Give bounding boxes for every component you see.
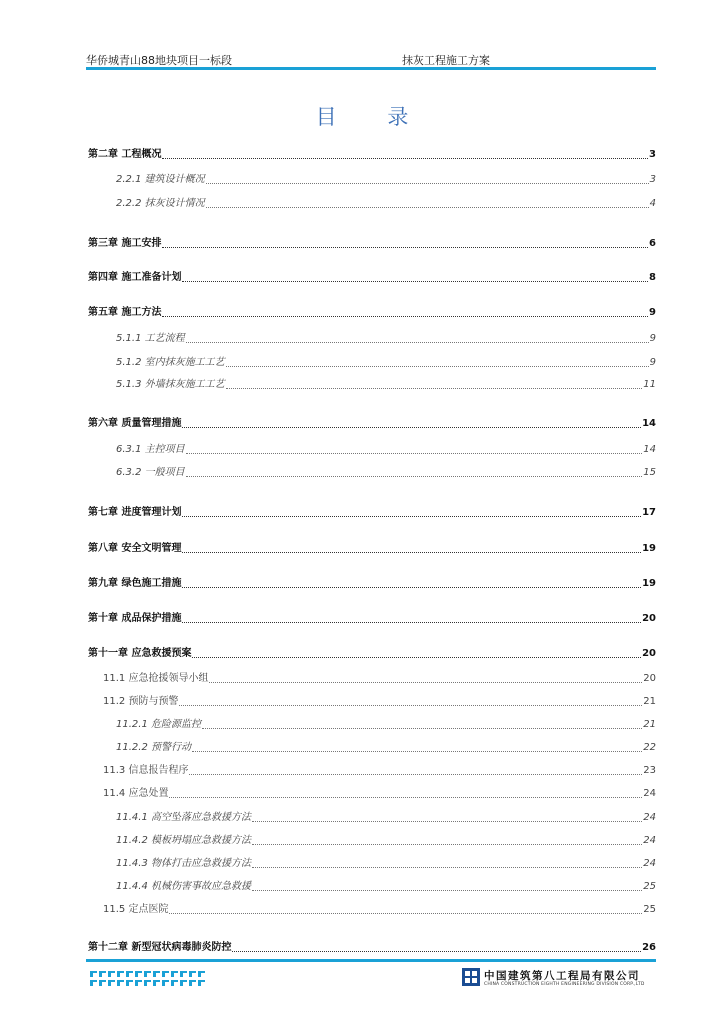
toc-entry-label: 第六章 质量管理措施 — [88, 418, 182, 429]
toc-leader-dots — [169, 796, 642, 798]
toc-entry[interactable] — [88, 940, 656, 954]
toc-entry-page: 9 — [649, 307, 656, 318]
toc-leader-dots — [162, 246, 648, 248]
pattern-glyph — [108, 971, 115, 977]
toc-entry-page: 23 — [643, 765, 656, 776]
toc-entry-page: 14 — [642, 418, 656, 429]
toc-entry[interactable] — [88, 442, 656, 456]
toc-entry-page: 14 — [643, 444, 656, 455]
company-logo-block — [462, 968, 658, 990]
toc-entry-page: 11 — [643, 379, 656, 390]
toc-entry-label: 11.4.1 高空坠落应急救援方法 — [116, 812, 251, 823]
toc-entry-page: 25 — [643, 881, 656, 892]
header-document: 抹灰工程施工方案 — [402, 54, 490, 67]
toc-leader-dots — [162, 157, 648, 159]
toc-entry-page: 25 — [643, 904, 656, 915]
toc-entry[interactable] — [88, 355, 656, 369]
footer-pattern-graphic — [90, 970, 208, 988]
toc-entry[interactable] — [88, 196, 656, 210]
toc-entry-label: 11.4.2 模板坍塌应急救援方法 — [116, 835, 251, 846]
toc-entry-label: 11.2.2 预警行动 — [116, 742, 191, 753]
company-name-cn: 中国建筑第八工程局有限公司 — [484, 970, 640, 982]
toc-entry[interactable] — [88, 416, 656, 430]
toc-entry[interactable] — [88, 541, 656, 555]
toc-entry[interactable] — [88, 786, 656, 800]
toc-leader-dots — [252, 889, 642, 891]
pattern-glyph — [117, 971, 124, 977]
toc-entry-page: 3 — [649, 149, 656, 160]
toc-entry-label: 6.3.1 主控项目 — [116, 444, 185, 455]
toc-entry-label: 5.1.2 室内抹灰施工工艺 — [116, 357, 225, 368]
toc-entry[interactable] — [88, 717, 656, 731]
pattern-glyph — [198, 971, 205, 977]
toc-entry-label: 第九章 绿色施工措施 — [88, 578, 182, 589]
toc-entry-label: 11.4.4 机械伤害事故应急救援 — [116, 881, 251, 892]
pattern-glyph — [189, 971, 196, 977]
pattern-glyph — [180, 980, 187, 986]
toc-entry-label: 第二章 工程概况 — [88, 149, 162, 160]
toc-entry-page: 24 — [643, 812, 656, 823]
toc-entry-label: 5.1.1 工艺流程 — [116, 333, 185, 344]
toc-leader-dots — [169, 912, 642, 914]
toc-leader-dots — [179, 704, 642, 706]
pattern-glyph — [126, 971, 133, 977]
toc-entry-label: 11.5 定点医院 — [103, 904, 169, 915]
toc-entry-page: 9 — [649, 357, 656, 368]
toc-leader-dots — [186, 341, 649, 343]
toc-entry-page: 20 — [642, 613, 656, 624]
pattern-glyph — [90, 971, 97, 977]
toc-entry[interactable] — [88, 611, 656, 625]
pattern-glyph — [99, 971, 106, 977]
toc-entry[interactable] — [88, 147, 656, 161]
toc-leader-dots — [202, 727, 642, 729]
toc-entry[interactable] — [88, 576, 656, 590]
toc-entry[interactable] — [88, 172, 656, 186]
pattern-glyph — [189, 980, 196, 986]
toc-entry[interactable] — [88, 270, 656, 284]
company-name-en: CHINA CONSTRUCTION EIGHTH ENGINEERING DIVISION CORP.,LTD — [484, 982, 645, 987]
pattern-glyph — [144, 971, 151, 977]
toc-entry-page: 24 — [643, 788, 656, 799]
toc-leader-dots — [232, 950, 641, 952]
pattern-glyph — [180, 971, 187, 977]
toc-entry-page: 4 — [649, 198, 656, 209]
company-logo-icon — [462, 968, 480, 986]
pattern-glyph — [117, 980, 124, 986]
toc-entry-label: 11.2.1 危险源监控 — [116, 719, 201, 730]
toc-entry-label: 第十一章 应急救援预案 — [88, 648, 192, 659]
toc-entry-page: 15 — [643, 467, 656, 478]
toc-entry-page: 6 — [649, 238, 656, 249]
toc-entry[interactable] — [88, 856, 656, 870]
toc-entry-page: 19 — [642, 543, 656, 554]
toc-leader-dots — [189, 773, 642, 775]
pattern-glyph — [126, 980, 133, 986]
toc-entry[interactable] — [88, 671, 656, 685]
pattern-glyph — [162, 980, 169, 986]
toc-entry-page: 24 — [643, 835, 656, 846]
toc-entry-label: 第四章 施工准备计划 — [88, 272, 182, 283]
pattern-glyph — [135, 971, 142, 977]
pattern-glyph — [90, 980, 97, 986]
header-rule — [86, 67, 656, 70]
toc-entry-label: 第五章 施工方法 — [88, 307, 162, 318]
toc-leader-dots — [182, 515, 641, 517]
toc-entry-label: 11.3 信息报告程序 — [103, 765, 189, 776]
toc-leader-dots — [182, 280, 648, 282]
toc-entry-label: 第十章 成品保护措施 — [88, 613, 182, 624]
footer-rule — [86, 959, 656, 962]
toc-leader-dots — [182, 621, 641, 623]
toc-entry-page: 17 — [642, 507, 656, 518]
toc-leader-dots — [186, 475, 643, 477]
toc-entry[interactable] — [88, 331, 656, 345]
pattern-glyph — [162, 971, 169, 977]
toc-entry-label: 6.3.2 一般项目 — [116, 467, 185, 478]
toc-leader-dots — [182, 551, 641, 553]
toc-entry[interactable] — [88, 465, 656, 479]
toc-leader-dots — [162, 315, 648, 317]
toc-entry[interactable] — [88, 740, 656, 754]
toc-entry-label: 11.1 应急抢援领导小组 — [103, 673, 209, 684]
toc-entry[interactable] — [88, 305, 656, 319]
pattern-glyph — [153, 980, 160, 986]
toc-leader-dots — [252, 866, 642, 868]
toc-entry[interactable] — [88, 377, 656, 391]
toc-entry-page: 20 — [643, 673, 656, 684]
toc-leader-dots — [206, 206, 649, 208]
toc-entry[interactable] — [88, 646, 656, 660]
toc-leader-dots — [192, 656, 641, 658]
toc-entry-page: 9 — [649, 333, 656, 344]
pattern-glyph — [99, 980, 106, 986]
pattern-glyph — [171, 971, 178, 977]
toc-leader-dots — [182, 426, 641, 428]
toc-entry[interactable] — [88, 879, 656, 893]
toc-entry[interactable] — [88, 810, 656, 824]
pattern-glyph — [153, 971, 160, 977]
toc-entry-label: 11.2 预防与预警 — [103, 696, 179, 707]
toc-entry-page: 8 — [649, 272, 656, 283]
toc-entry[interactable] — [88, 833, 656, 847]
toc-leader-dots — [252, 843, 642, 845]
toc-leader-dots — [226, 387, 643, 389]
toc-entry-page: 3 — [649, 174, 656, 185]
toc-entry[interactable] — [88, 236, 656, 250]
toc-entry-label: 第十二章 新型冠状病毒肺炎防控 — [88, 942, 232, 953]
toc-entry[interactable] — [88, 694, 656, 708]
toc-entry-page: 20 — [642, 648, 656, 659]
pattern-glyph — [198, 980, 205, 986]
page-header — [86, 52, 656, 68]
pattern-glyph — [171, 980, 178, 986]
pattern-glyph — [144, 980, 151, 986]
pattern-glyph — [108, 980, 115, 986]
toc-entry-label: 11.4 应急处置 — [103, 788, 169, 799]
toc-leader-dots — [226, 365, 649, 367]
toc-entry-label: 5.1.3 外墙抹灰施工工艺 — [116, 379, 225, 390]
toc-entry-page: 21 — [643, 696, 656, 707]
toc-entry-page: 24 — [643, 858, 656, 869]
toc-leader-dots — [252, 820, 642, 822]
toc-entry[interactable] — [88, 763, 656, 777]
toc-leader-dots — [192, 750, 642, 752]
toc-entry-label: 第三章 施工安排 — [88, 238, 162, 249]
toc-entry-page: 21 — [643, 719, 656, 730]
toc-leader-dots — [209, 681, 642, 683]
header-project: 华侨城青山88地块项目一标段 — [86, 54, 232, 67]
page-title: 目 录 — [315, 105, 431, 129]
toc-entry[interactable] — [88, 902, 656, 916]
toc-entry-label: 第八章 安全文明管理 — [88, 543, 182, 554]
toc-entry-label: 第七章 进度管理计划 — [88, 507, 182, 518]
toc-entry-page: 19 — [642, 578, 656, 589]
toc-entry-label: 11.4.3 物体打击应急救援方法 — [116, 858, 251, 869]
pattern-glyph — [135, 980, 142, 986]
toc-entry-page: 22 — [643, 742, 656, 753]
toc-entry-label: 2.2.1 建筑设计概况 — [116, 174, 205, 185]
toc-entry[interactable] — [88, 505, 656, 519]
toc-leader-dots — [186, 452, 643, 454]
toc-entry-page: 26 — [642, 942, 656, 953]
toc-leader-dots — [182, 586, 641, 588]
toc-leader-dots — [206, 182, 649, 184]
toc-entry-label: 2.2.2 抹灰设计情况 — [116, 198, 205, 209]
